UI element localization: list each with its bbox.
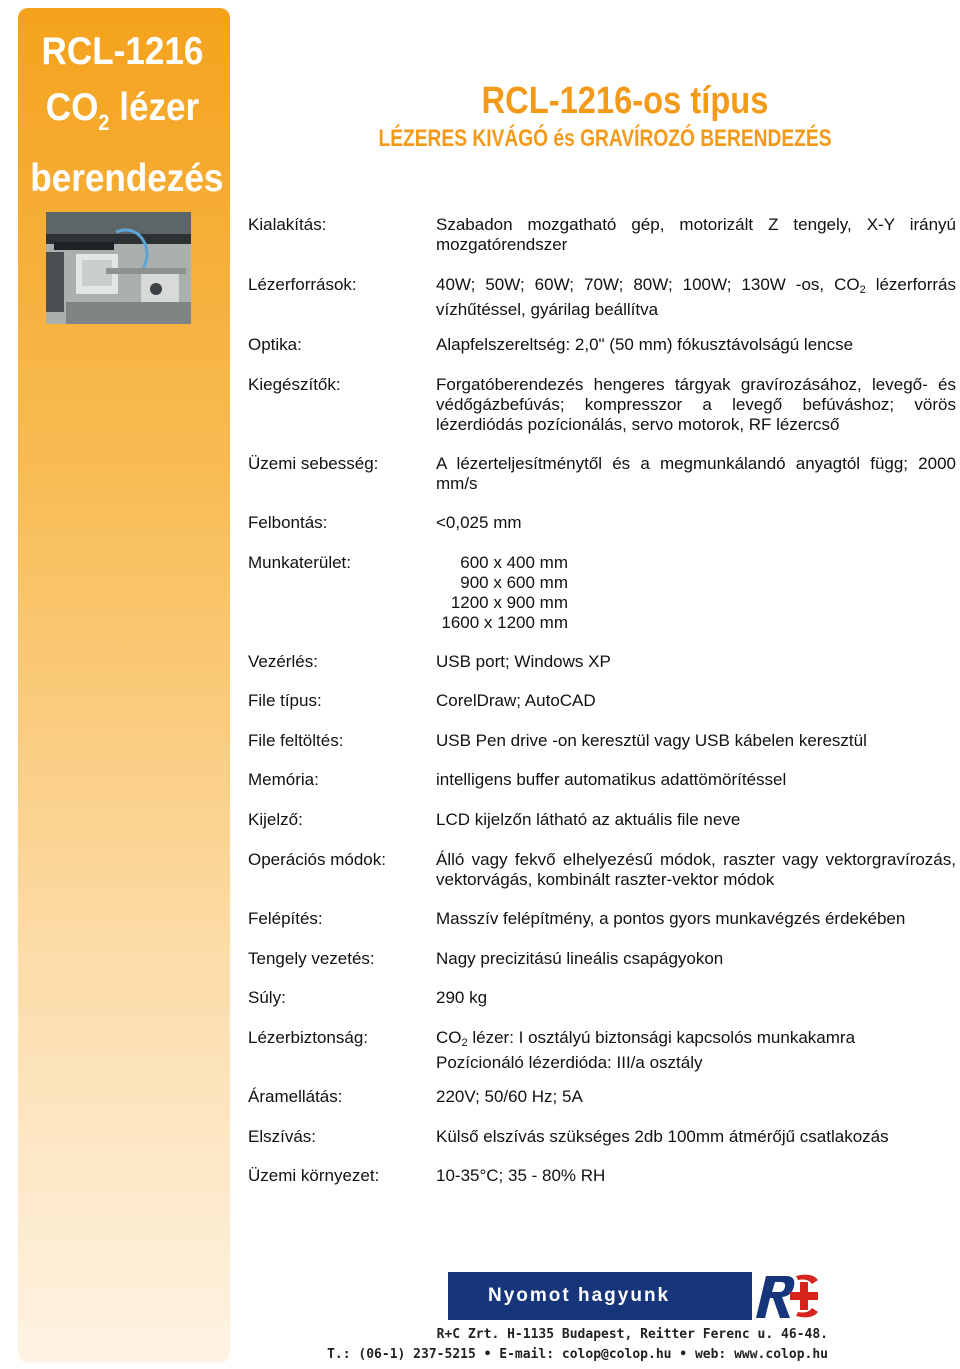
work-area-item: 600 x 400 mm (460, 553, 568, 572)
sidebar-title-laser-word: lézer (109, 86, 200, 129)
spec-label: Munkaterület: (248, 553, 351, 572)
sidebar-title (30, 24, 224, 207)
spec-value-part: lézer: I osztályú biztonsági kapcsolós munkakamra (467, 1028, 856, 1047)
spec-label: Lézerbiztonság: (248, 1028, 369, 1047)
spec-label: Tengely vezetés: (248, 949, 375, 968)
footer-address: R+C Zrt. H-1135 Budapest, Reitter Ferenc u. 46-48. (436, 1327, 828, 1342)
work-area-item: 900 x 600 mm (460, 573, 568, 592)
spec-value: Forgatóberendezés hengeres tárgyak gravírozásához, levegő- és védőgázbefúvás; kompresszor a levegő befúváshoz; vörös lézerdiódás pozícionálás, servo motorok, RF lézercső (436, 375, 956, 434)
spec-value-part: CO (436, 1028, 462, 1047)
spec-value: 290 kg (436, 988, 488, 1007)
spec-value-part: 40W; 50W; 60W; 70W; 80W; 100W; 130W -os, CO (436, 275, 860, 294)
spec-label: Memória: (248, 770, 319, 789)
spec-value: Nagy precizitású lineális csapágyokon (436, 949, 724, 968)
spec-value: LCD kijelzőn látható az aktuális file neve (436, 810, 741, 829)
slogan-text: Nyomot hagyunk (488, 1285, 671, 1306)
spec-label: File típus: (248, 691, 322, 710)
spec-label: Üzemi környezet: (248, 1166, 380, 1185)
sidebar-title-model: RCL-1216 (41, 30, 204, 73)
spec-label: Operációs módok: (248, 850, 386, 869)
spec-label: Felbontás: (248, 513, 328, 532)
spec-value: Szabadon mozgatható gép, motorizált Z tengely, X-Y irányú mozgatórendszer (436, 215, 956, 254)
spec-value-part: lézerforrás vízhűtéssel, gyárilag beállítva (436, 275, 956, 319)
spec-value: CorelDraw; AutoCAD (436, 691, 596, 710)
work-area-list (436, 553, 568, 633)
spec-value: intelligens buffer automatikus adattömörítéssel (436, 770, 787, 789)
spec-label: Áramellátás: (248, 1087, 343, 1106)
spec-label: Kialakítás: (248, 215, 327, 234)
spec-label: Súly: (248, 988, 286, 1007)
sidebar-title-laser (30, 80, 215, 151)
spec-value: 220V; 50/60 Hz; 5A (436, 1087, 583, 1106)
spec-value: Álló vagy fekvő elhelyezésű módok, raszter vagy vektorgravírozás, vektorvágás, kombinált raszter-vektor módok (436, 850, 956, 889)
sidebar-title-device: berendezés (30, 157, 224, 200)
spec-label: Vezérlés: (248, 652, 318, 671)
spec-label: Optika: (248, 335, 302, 354)
sidebar-title-co: CO (45, 86, 99, 129)
spec-value-line: Pozícionáló lézerdióda: III/a osztály (436, 1053, 703, 1072)
spec-label: File feltöltés: (248, 731, 344, 750)
spec-value: Alapfelszereltség: 2,0" (50 mm) fókusztávolságú lencse (436, 335, 854, 354)
spec-value (436, 275, 956, 320)
spec-label: Felépítés: (248, 909, 323, 928)
spec-value: USB Pen drive -on keresztül vagy USB kábelen keresztül (436, 731, 867, 750)
spec-value (436, 1028, 956, 1073)
spec-value: A lézerteljesítménytől és a megmunkálandó anyagtól függ; 2000 mm/s (436, 454, 956, 493)
sidebar-title-co-sub: 2 (98, 110, 110, 135)
spec-label: Kiegészítők: (248, 375, 341, 394)
spec-value-sub: 2 (859, 284, 866, 296)
spec-value: <0,025 mm (436, 513, 522, 532)
spec-value: Masszív felépítmény, a pontos gyors munkavégzés érdekében (436, 909, 906, 928)
spec-value-sub: 2 (461, 1037, 468, 1049)
spec-value: Külső elszívás szükséges 2db 100mm átmérőjű csatlakozás (436, 1127, 889, 1146)
spec-label: Üzemi sebesség: (248, 454, 379, 473)
machine-photo (46, 212, 191, 324)
page-title: RCL-1216-os típus (481, 80, 769, 122)
spec-label: Elszívás: (248, 1127, 317, 1146)
spec-value: 10-35°C; 35 - 80% RH (436, 1166, 606, 1185)
work-area-item: 1600 x 1200 mm (441, 613, 568, 632)
spec-label: Kijelző: (248, 810, 303, 829)
spec-label: Lézerforrások: (248, 275, 357, 294)
work-area-item: 1200 x 900 mm (450, 593, 568, 612)
spec-value-line (436, 1028, 956, 1053)
rc-logo (752, 1270, 822, 1322)
spec-value: USB port; Windows XP (436, 652, 611, 671)
footer-contact: T.: (06-1) 237-5215 • E-mail: colop@colop.hu • web: www.colop.hu (327, 1347, 828, 1362)
page-subtitle: LÉZERES KIVÁGÓ és GRAVÍROZÓ BERENDEZÉS (378, 125, 832, 152)
